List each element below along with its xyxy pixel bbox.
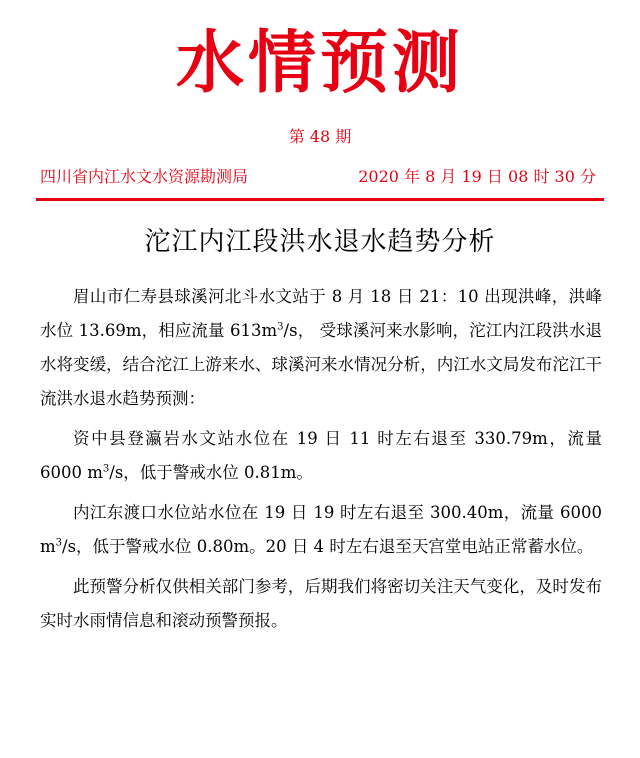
paragraph-text: /s，低于警戒水位 0.80m。20 日 4 时左右退至天宫堂电站正常蓄水位。 <box>62 537 594 556</box>
paragraph-notice: 此预警分析仅供相关部门参考，后期我们将密切关注天气变化，及时发布实时水雨情信息和滚动预警预报。 <box>40 577 602 630</box>
superscript: 3 <box>55 537 63 549</box>
document-body <box>40 280 602 644</box>
paragraph-text: 眉山市仁寿县球溪河北斗水文站于 8 月 18 日 21：10 出现洪峰，洪峰水位 13.69m，相应流量 613m <box>40 287 602 340</box>
masthead-title: 水情预测 <box>175 23 464 103</box>
superscript: 3 <box>102 463 110 475</box>
paragraph-dengyingyan-station <box>40 422 602 490</box>
paragraph-text: /s，低于警戒水位 0.81m。 <box>109 463 313 482</box>
paragraph-text: 资中县登瀛岩水文站水位在 19 日 11 时左右退至 330.79m，流量 6000 m <box>40 429 602 482</box>
issue-number: 第 48 期 <box>288 127 352 146</box>
paragraph-text: 内江东渡口水位站水位在 19 日 19 时左右退至 300.40m，流量 6000 m <box>40 503 602 556</box>
issue-datetime: 2020 年 8 月 19 日 08 时 30 分 <box>358 167 596 186</box>
paragraph-dongdukou-station <box>40 496 602 564</box>
document-title: 沱江内江段洪水退水趋势分析 <box>144 227 496 257</box>
header-divider <box>36 198 604 201</box>
agency-name: 四川省内江水文水资源勘测局 <box>40 167 249 186</box>
paragraph-flood-peak <box>40 280 602 416</box>
paragraph-text: /s， 受球溪河来水影响，沱江内江段洪水退水将变缓，结合沱江上游来水、球溪河来水情况分析，内江水文局发布沱江干流洪水退水趋势预测： <box>40 321 602 408</box>
superscript: 3 <box>277 321 284 333</box>
